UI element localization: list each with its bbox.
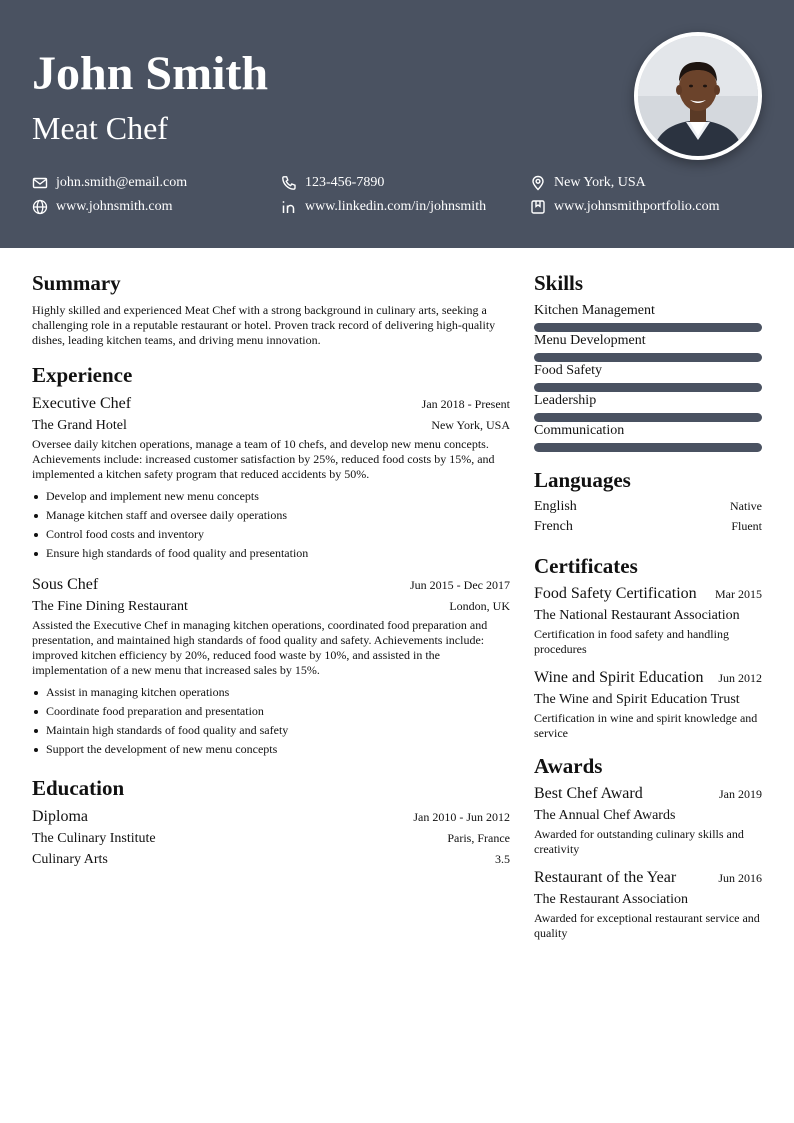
right-column [534,268,762,941]
contact-email-text: john.smith@email.com [56,175,188,190]
education-dates: Jan 2010 - Jun 2012 [413,810,510,824]
job-company: The Grand Hotel [32,418,127,433]
job-dates: Jun 2015 - Dec 2017 [410,578,510,592]
award-entry [534,783,762,857]
certificates-heading: Certificates [534,554,638,578]
language-level: Fluent [731,519,762,533]
language-item [534,497,762,517]
list-item: Ensure high standards of food quality and presentation [32,544,510,563]
certificate-description: Certification in wine and spirit knowledge and service [534,711,758,740]
contact-phone[interactable] [281,172,384,194]
skill-item [534,421,762,452]
globe-icon [32,199,48,215]
award-description: Awarded for outstanding culinary skills and creativity [534,827,744,856]
job-bullets [32,487,510,563]
summary-text: Highly skilled and experienced Meat Chef with a strong background in culinary arts, seeking a challenging role in a reputable restaurant or hotel. Proven track record of delivering high-quality dishes, leading kitchen teams, and driving menu innovation. [32,303,496,347]
certificate-name: Wine and Spirit Education [534,669,704,686]
certificate-date: Jun 2012 [718,671,762,685]
left-column [32,268,510,870]
certificate-description: Certification in food safety and handling procedures [534,627,729,656]
list-item: Maintain high standards of food quality and safety [32,721,510,740]
education-field: Culinary Arts [32,852,108,867]
education-entry [32,806,510,870]
linkedin-icon [281,199,297,215]
languages-heading: Languages [534,468,631,492]
contact-location [530,172,646,194]
skill-label: Communication [534,423,625,438]
mail-icon [32,175,48,191]
job-dates: Jan 2018 - Present [421,397,510,411]
contact-linkedin-text: www.linkedin.com/in/johnsmith [305,199,487,214]
certificate-entry [534,667,762,741]
contact-portfolio-text: www.johnsmithportfolio.com [554,199,720,214]
language-level: Native [730,499,762,513]
certificate-date: Mar 2015 [715,587,762,601]
job-location: London, UK [449,599,510,613]
list-item: Manage kitchen staff and oversee daily operations [32,506,510,525]
language-name: English [534,499,577,514]
skill-item [534,301,762,332]
resume-header [0,0,794,248]
skills-list [534,301,762,452]
location-icon [530,175,546,191]
languages-list [534,497,762,537]
award-entry [534,867,762,941]
education-school: The Culinary Institute [32,831,156,846]
certificate-issuer: The National Restaurant Association [534,608,740,623]
education-grade: 3.5 [495,852,510,866]
job-description: Oversee daily kitchen operations, manage a team of 10 chefs, and develop new menu concepts. Achievements include: increased customer satisfaction by 25%, reduced food costs by 15%, and implemented a kitchen safety program that reduced accidents by 50%. [32,437,495,481]
skill-bar [534,443,762,452]
language-item [534,517,762,537]
phone-icon [281,175,297,191]
certificate-name: Food Safety Certification [534,585,697,602]
award-issuer: The Restaurant Association [534,892,688,907]
job-description: Assisted the Executive Chef in managing kitchen operations, coordinated food preparation and presentation, and maintained high standards of food quality and safety. Achievements include: improved kitchen efficiency by 20%, reduced food waste by 10%, and assisted in the implementation of a new menu that increased sales by 15%. [32,618,488,677]
job-bullets [32,683,510,759]
list-item: Assist in managing kitchen operations [32,683,510,702]
candidate-name: John Smith [32,47,269,100]
contact-email[interactable] [32,172,187,194]
experience-heading: Experience [32,363,133,387]
education-location: Paris, France [447,831,510,845]
job-location: New York, USA [431,418,510,432]
award-issuer: The Annual Chef Awards [534,808,676,823]
job-entry [32,574,510,759]
contact-location-text: New York, USA [554,175,646,190]
skill-label: Kitchen Management [534,303,655,318]
contact-website-text: www.johnsmith.com [56,199,173,214]
list-item: Control food costs and inventory [32,525,510,544]
skill-item [534,331,762,362]
contact-linkedin[interactable] [281,196,486,218]
skills-heading: Skills [534,271,584,295]
award-name: Best Chef Award [534,785,643,802]
job-title: Sous Chef [32,576,99,593]
skill-label: Leadership [534,393,597,408]
certificate-issuer: The Wine and Spirit Education Trust [534,692,740,707]
portfolio-icon [530,199,546,215]
list-item: Coordinate food preparation and presentation [32,702,510,721]
contact-phone-text: 123-456-7890 [305,175,385,190]
education-heading: Education [32,776,125,800]
award-description: Awarded for exceptional restaurant service and quality [534,911,760,940]
list-item: Develop and implement new menu concepts [32,487,510,506]
skill-label: Food Safety [534,363,603,378]
education-degree: Diploma [32,808,88,825]
award-name: Restaurant of the Year [534,869,677,886]
job-company: The Fine Dining Restaurant [32,599,188,614]
summary-heading: Summary [32,271,121,295]
skill-label: Menu Development [534,333,646,348]
skill-item [534,391,762,422]
contact-website[interactable] [32,196,173,218]
contact-portfolio[interactable] [530,196,720,218]
award-date: Jun 2016 [718,871,762,885]
awards-heading: Awards [534,754,603,778]
job-title: Meat Chef [32,110,168,146]
award-date: Jan 2019 [719,787,762,801]
job-title: Executive Chef [32,395,132,412]
profile-photo [634,32,762,160]
job-entry [32,393,510,563]
language-name: French [534,519,573,534]
certificate-entry [534,583,762,657]
skill-item [534,361,762,392]
list-item: Support the development of new menu concepts [32,740,510,759]
